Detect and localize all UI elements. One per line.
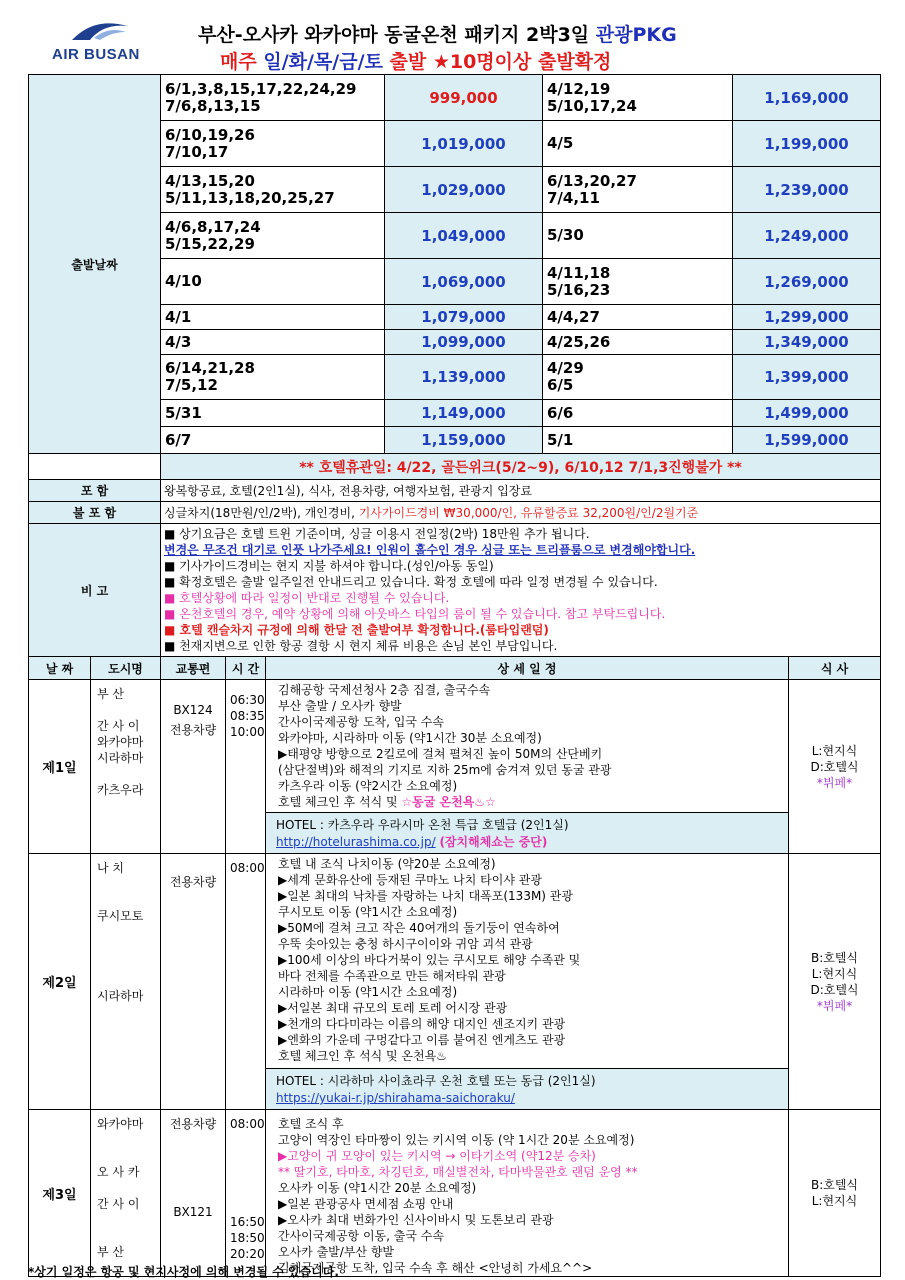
day3-line-9: 오사카 출발/부산 향발 — [278, 1245, 395, 1259]
day2-line: ▶서일본 최대 규모의 토레 토레 어시장 관광 — [278, 1001, 508, 1015]
day3-line-7: ▶오사카 최대 번화가인 신사이바시 및 도톤보리 관광 — [278, 1213, 554, 1227]
price-cell: 1,499,000 — [733, 400, 881, 427]
day2-line: ▶일본 최대의 낙차를 자랑하는 나치 대폭포(133M) 관광 — [278, 889, 573, 903]
day3-time-2: 16:50 — [230, 1215, 265, 1229]
date-cell: 4/13,15,20 5/11,13,18,20,25,27 — [161, 167, 385, 213]
city-name — [97, 1132, 158, 1148]
day1-transport — [161, 680, 226, 854]
day2-detail — [266, 854, 789, 1110]
day3-line-2: 고양이 역장인 타마짱이 있는 키시역 이동 (약 1시간 20분 소요예정) — [278, 1133, 635, 1147]
col-transport: 교통편 — [161, 657, 226, 680]
include-text: 왕복항공료, 호텔(2인1실), 식사, 전용차량, 여행자보험, 관광지 입장료 — [161, 480, 881, 502]
day3-time-1: 08:00 — [230, 1117, 265, 1131]
date-cell: 5/31 — [161, 400, 385, 427]
day2-line: ▶엔화의 가운데 구멍같다고 이름 붙여진 엔게츠도 관광 — [278, 1033, 566, 1047]
date-cell: 4/10 — [161, 259, 385, 305]
date-cell: 6/10,19,26 7/10,17 — [161, 121, 385, 167]
header — [28, 18, 880, 74]
date-cell: 4/4,27 — [543, 305, 733, 330]
price-cell: 1,169,000 — [733, 75, 881, 121]
day1-hotel — [266, 812, 788, 853]
day3-line-5: 오사카 이동 (약1시간 20분 소요예정) — [278, 1181, 477, 1195]
price-cell: 1,239,000 — [733, 167, 881, 213]
date-cell: 5/1 — [543, 427, 733, 454]
day1-line: 카츠우라 이동 (약2시간 소요예정) — [278, 779, 458, 793]
date-cell: 6/14,21,28 7/5,12 — [161, 355, 385, 400]
title-pkg: 관광PKG — [595, 24, 677, 46]
date-cell: 4/12,19 5/10,17,24 — [543, 75, 733, 121]
day3-line-10: 김해국제공항 도착, 입국 수속 후 해산 <안녕히 가세요^^> — [278, 1261, 593, 1275]
day3-flight: BX121 — [173, 1205, 213, 1219]
remark-6: ■ 온천호텔의 경우, 예약 상황에 의해 아웃바스 타입의 룸이 될 수 있습니다. 참고 부탁드립니다. — [164, 607, 666, 621]
title-text: 부산-오사카 와카야마 동굴온천 패키지 2박3일 — [198, 24, 590, 46]
day3-transport — [161, 1110, 226, 1277]
price-cell: 999,000 — [385, 75, 543, 121]
price-cell: 1,159,000 — [385, 427, 543, 454]
page — [28, 18, 880, 1277]
day2-line: 쿠시모토 이동 (약1시간 소요예정) — [278, 905, 458, 919]
city-name: 오 사 카 — [97, 1165, 140, 1179]
day2-time: 08:00 — [226, 854, 266, 1110]
include-label: 포 함 — [29, 480, 161, 502]
day1-meal: L:현지식 D:호텔식 *뷔페* — [789, 680, 881, 854]
city-name — [97, 924, 158, 940]
day1-time-2: 08:35 — [230, 709, 265, 723]
city-name: 와카야마 — [97, 1117, 144, 1131]
remark-7: ■ 호텔 캔슬차지 규정에 의해 한달 전 출발여부 확정합니다.(룸타입랜덤) — [164, 623, 549, 637]
day3-vehicle: 전용차량 — [169, 1117, 217, 1131]
day3-line-6: ▶일본 관광공사 면세점 쇼핑 안내 — [278, 1197, 454, 1211]
date-cell: 4/29 6/5 — [543, 355, 733, 400]
city-name — [97, 956, 158, 972]
itinerary-table — [28, 656, 881, 1277]
day1-line: 김해공항 국제선청사 2층 집결, 출국수속 — [278, 683, 491, 697]
city-name — [97, 702, 158, 718]
day1-hotel-link[interactable]: http://hotelurashima.co.jp/ — [276, 835, 436, 849]
day3-row — [29, 1110, 881, 1277]
day2-line: ▶세계 문화유산에 등재된 쿠마노 나치 타이샤 관광 — [278, 873, 542, 887]
remarks-label: 비 고 — [29, 524, 161, 657]
price-cell: 1,069,000 — [385, 259, 543, 305]
date-cell: 4/5 — [543, 121, 733, 167]
date-cell: 4/6,8,17,24 5/15,22,29 — [161, 213, 385, 259]
price-cell: 1,199,000 — [733, 121, 881, 167]
day1-times — [226, 680, 266, 854]
day3-time-4: 20:20 — [230, 1247, 265, 1261]
day3-time-3: 18:50 — [230, 1231, 265, 1245]
exclude-text-red: 기사가이드경비 ₩30,000/인, 유류할증료 32,200원/인/2월기준 — [358, 506, 699, 520]
day2-line: ▶천개의 다다미라는 이름의 해양 대지인 센조지키 관광 — [278, 1017, 566, 1031]
day2-label: 제2일 — [29, 854, 91, 1110]
price-cell: 1,049,000 — [385, 213, 543, 259]
day2-hotel-name: HOTEL : 시라하마 사이쵸라쿠 온천 호텔 또는 동급 (2인1실) — [276, 1074, 596, 1088]
day3-line-3: ▶고양이 귀 모양이 있는 키시역 → 이타기소역 (약12분 승차) — [278, 1149, 596, 1163]
city-name: 간 사 이 — [97, 719, 140, 733]
day1-vehicle: 전용차량 — [169, 723, 217, 737]
remark-8: ■ 천재지변으로 인한 항공 결항 시 현지 체류 비용은 손님 본인 부담입니다. — [164, 639, 558, 653]
price-cell: 1,599,000 — [733, 427, 881, 454]
city-name — [97, 1228, 158, 1244]
exclude-text — [161, 502, 881, 524]
day3-times — [226, 1110, 266, 1277]
day2-hotel — [266, 1068, 788, 1109]
city-name: 시라하마 — [97, 989, 144, 1003]
day2-line: 호텔 내 조식 나치이동 (약20분 소요예정) — [278, 857, 496, 871]
col-time: 시 간 — [226, 657, 266, 680]
day1-time-3: 10:00 — [230, 725, 265, 739]
day2-line: 바다 전체를 수족관으로 만든 해저타워 관광 — [278, 969, 506, 983]
day1-flight: BX124 — [173, 703, 213, 717]
remark-4: ■ 확정호텔은 출발 일주일전 안내드리고 있습니다. 확정 호텔에 따라 일정 변경될 수 있습니다. — [164, 575, 658, 589]
day1-line: 부산 출발 / 오사카 향발 — [278, 699, 402, 713]
bird-logo-icon — [70, 18, 130, 44]
day3-cities — [91, 1110, 161, 1277]
date-cell: 5/30 — [543, 213, 733, 259]
city-name — [97, 1180, 158, 1196]
day2-line: 시라하마 이동 (약1시간 소요예정) — [278, 985, 458, 999]
day2-cities — [91, 854, 161, 1110]
day2-line: ▶50M에 걸쳐 크고 작은 40여개의 돌기둥이 연속하여 — [278, 921, 560, 935]
city-name — [97, 876, 158, 892]
day1-cities — [91, 680, 161, 854]
day3-line-8: 간사이국제공항 이동, 출국 수속 — [278, 1229, 444, 1243]
col-detail: 상 세 일 정 — [266, 657, 789, 680]
day3-line-1: 호텔 조식 후 — [278, 1117, 344, 1131]
date-cell: 4/25,26 — [543, 330, 733, 355]
day2-transport: 전용차량 — [161, 854, 226, 1110]
col-city: 도시명 — [91, 657, 161, 680]
price-cell: 1,029,000 — [385, 167, 543, 213]
remark-2: 변경은 무조건 대기로 인풋 나가주세요! 인원이 홀수인 경우 싱글 또는 트리플룸으로 변경해야합니다. — [164, 543, 696, 557]
price-cell: 1,139,000 — [385, 355, 543, 400]
exclude-text-black: 싱글차지(18만원/인/2박), 개인경비, — [164, 506, 359, 520]
city-name — [97, 940, 158, 956]
day2-meal: B:호텔식 L:현지식 D:호텔식 *뷔페* — [789, 854, 881, 1110]
day1-line: 와카야마, 시라하마 이동 (약1시간 30분 소요예정) — [278, 731, 542, 745]
logo-text: AIR BUSAN — [52, 46, 140, 63]
city-name — [97, 972, 158, 988]
price-cell: 1,299,000 — [733, 305, 881, 330]
subtitle-post: 출발 ★10명이상 출발확정 — [389, 51, 612, 73]
city-name — [97, 1148, 158, 1164]
day1-line: ▶태평양 방향으로 2킬로에 걸쳐 펼쳐진 높이 50M의 산단베키 — [278, 747, 603, 761]
price-cell: 1,149,000 — [385, 400, 543, 427]
subtitle-pre: 매주 — [220, 51, 257, 73]
date-cell: 6/13,20,27 7/4,11 — [543, 167, 733, 213]
day1-checkin: 호텔 체크인 후 석식 및 ☆동굴 온천욕♨☆ — [278, 795, 496, 809]
city-name: 쿠시모토 — [97, 909, 144, 923]
price-cell: 1,249,000 — [733, 213, 881, 259]
city-name — [97, 892, 158, 908]
city-name: 부 산 — [97, 1245, 124, 1259]
price-cell: 1,079,000 — [385, 305, 543, 330]
date-cell: 4/1 — [161, 305, 385, 330]
day2-line: 우뚝 솟아있는 충청 하시구이이와 귀암 괴석 관광 — [278, 937, 533, 951]
date-cell: 4/11,18 5/16,23 — [543, 259, 733, 305]
day1-hotel-note: (잠치해체쇼는 중단) — [439, 835, 548, 849]
day1-time-1: 06:30 — [230, 693, 265, 707]
departure-date-label: 출발날짜 — [29, 75, 161, 454]
price-cell: 1,399,000 — [733, 355, 881, 400]
subtitle-days: 일/화/목/금/토 — [263, 51, 383, 73]
city-name: 나 치 — [97, 861, 124, 875]
price-cell: 1,019,000 — [385, 121, 543, 167]
date-cell: 4/3 — [161, 330, 385, 355]
city-name: 와카야마 — [97, 735, 144, 749]
day3-label: 제3일 — [29, 1110, 91, 1277]
day2-row — [29, 854, 881, 1110]
page-title — [198, 20, 677, 47]
day2-hotel-link[interactable]: https://yukai-r.jp/shirahama-saichoraku/ — [276, 1091, 515, 1105]
exclude-label: 불 포 함 — [29, 502, 161, 524]
date-cell: 6/1,3,8,15,17,22,24,29 7/6,8,13,15 — [161, 75, 385, 121]
city-name: 부 산 — [97, 687, 124, 701]
city-name: 카츠우라 — [97, 783, 144, 797]
day1-hotel-name: HOTEL : 카츠우라 우라시마 온천 특급 호텔급 (2인1실) — [276, 818, 569, 832]
remarks-text — [161, 524, 881, 657]
remark-3: ■ 기사가이드경비는 현지 지불 하셔야 합니다.(성인/아동 동일) — [164, 559, 494, 573]
day3-meal: B:호텔식 L:현지식 — [789, 1110, 881, 1277]
day1-detail — [266, 680, 789, 854]
city-name: 간 사 이 — [97, 1197, 140, 1211]
col-meal: 식 사 — [789, 657, 881, 680]
city-name: 시라하마 — [97, 751, 144, 765]
city-name — [97, 766, 158, 782]
day2-line: ▶100세 이상의 바다거북이 있는 쿠시모토 해양 수족관 및 — [278, 953, 581, 967]
price-table — [28, 74, 881, 657]
col-date: 날 짜 — [29, 657, 91, 680]
day3-line-4: ** 딸기호, 타마호, 차깅턴호, 매실별전차, 타마박물관호 랜덤 운영 ** — [278, 1165, 638, 1179]
remark-5: ■ 호텔상황에 따라 일정이 반대로 진행될 수 있습니다. — [164, 591, 450, 605]
price-cell: 1,269,000 — [733, 259, 881, 305]
air-busan-logo — [48, 18, 148, 66]
day1-line: 간사이국제공항 도착, 입국 수속 — [278, 715, 444, 729]
day3-detail — [266, 1110, 789, 1277]
price-cell: 1,349,000 — [733, 330, 881, 355]
remark-1: ■ 상기요금은 호텔 트윈 기준이며, 싱글 이용시 전일정(2박) 18만원 추가 됩니다. — [164, 527, 590, 541]
hotel-closure-notice: ** 호텔휴관일: 4/22, 골든위크(5/2~9), 6/10,12 7/1,3진행불가 ** — [161, 454, 881, 480]
day2-line: 호텔 체크인 후 석식 및 온천욕♨ — [278, 1049, 447, 1063]
footer-note: *상기 일정은 항공 및 현지사정에 의해 변경될 수 있습니다. — [28, 1265, 339, 1279]
price-cell: 1,099,000 — [385, 330, 543, 355]
page-subtitle — [220, 47, 611, 74]
city-name — [97, 1212, 158, 1228]
day1-line: (삼단절벽)와 해적의 기지로 지하 25m에 숨겨져 있던 동굴 관광 — [278, 763, 612, 777]
day1-label: 제1일 — [29, 680, 91, 854]
date-cell: 6/6 — [543, 400, 733, 427]
day1-row — [29, 680, 881, 854]
date-cell: 6/7 — [161, 427, 385, 454]
